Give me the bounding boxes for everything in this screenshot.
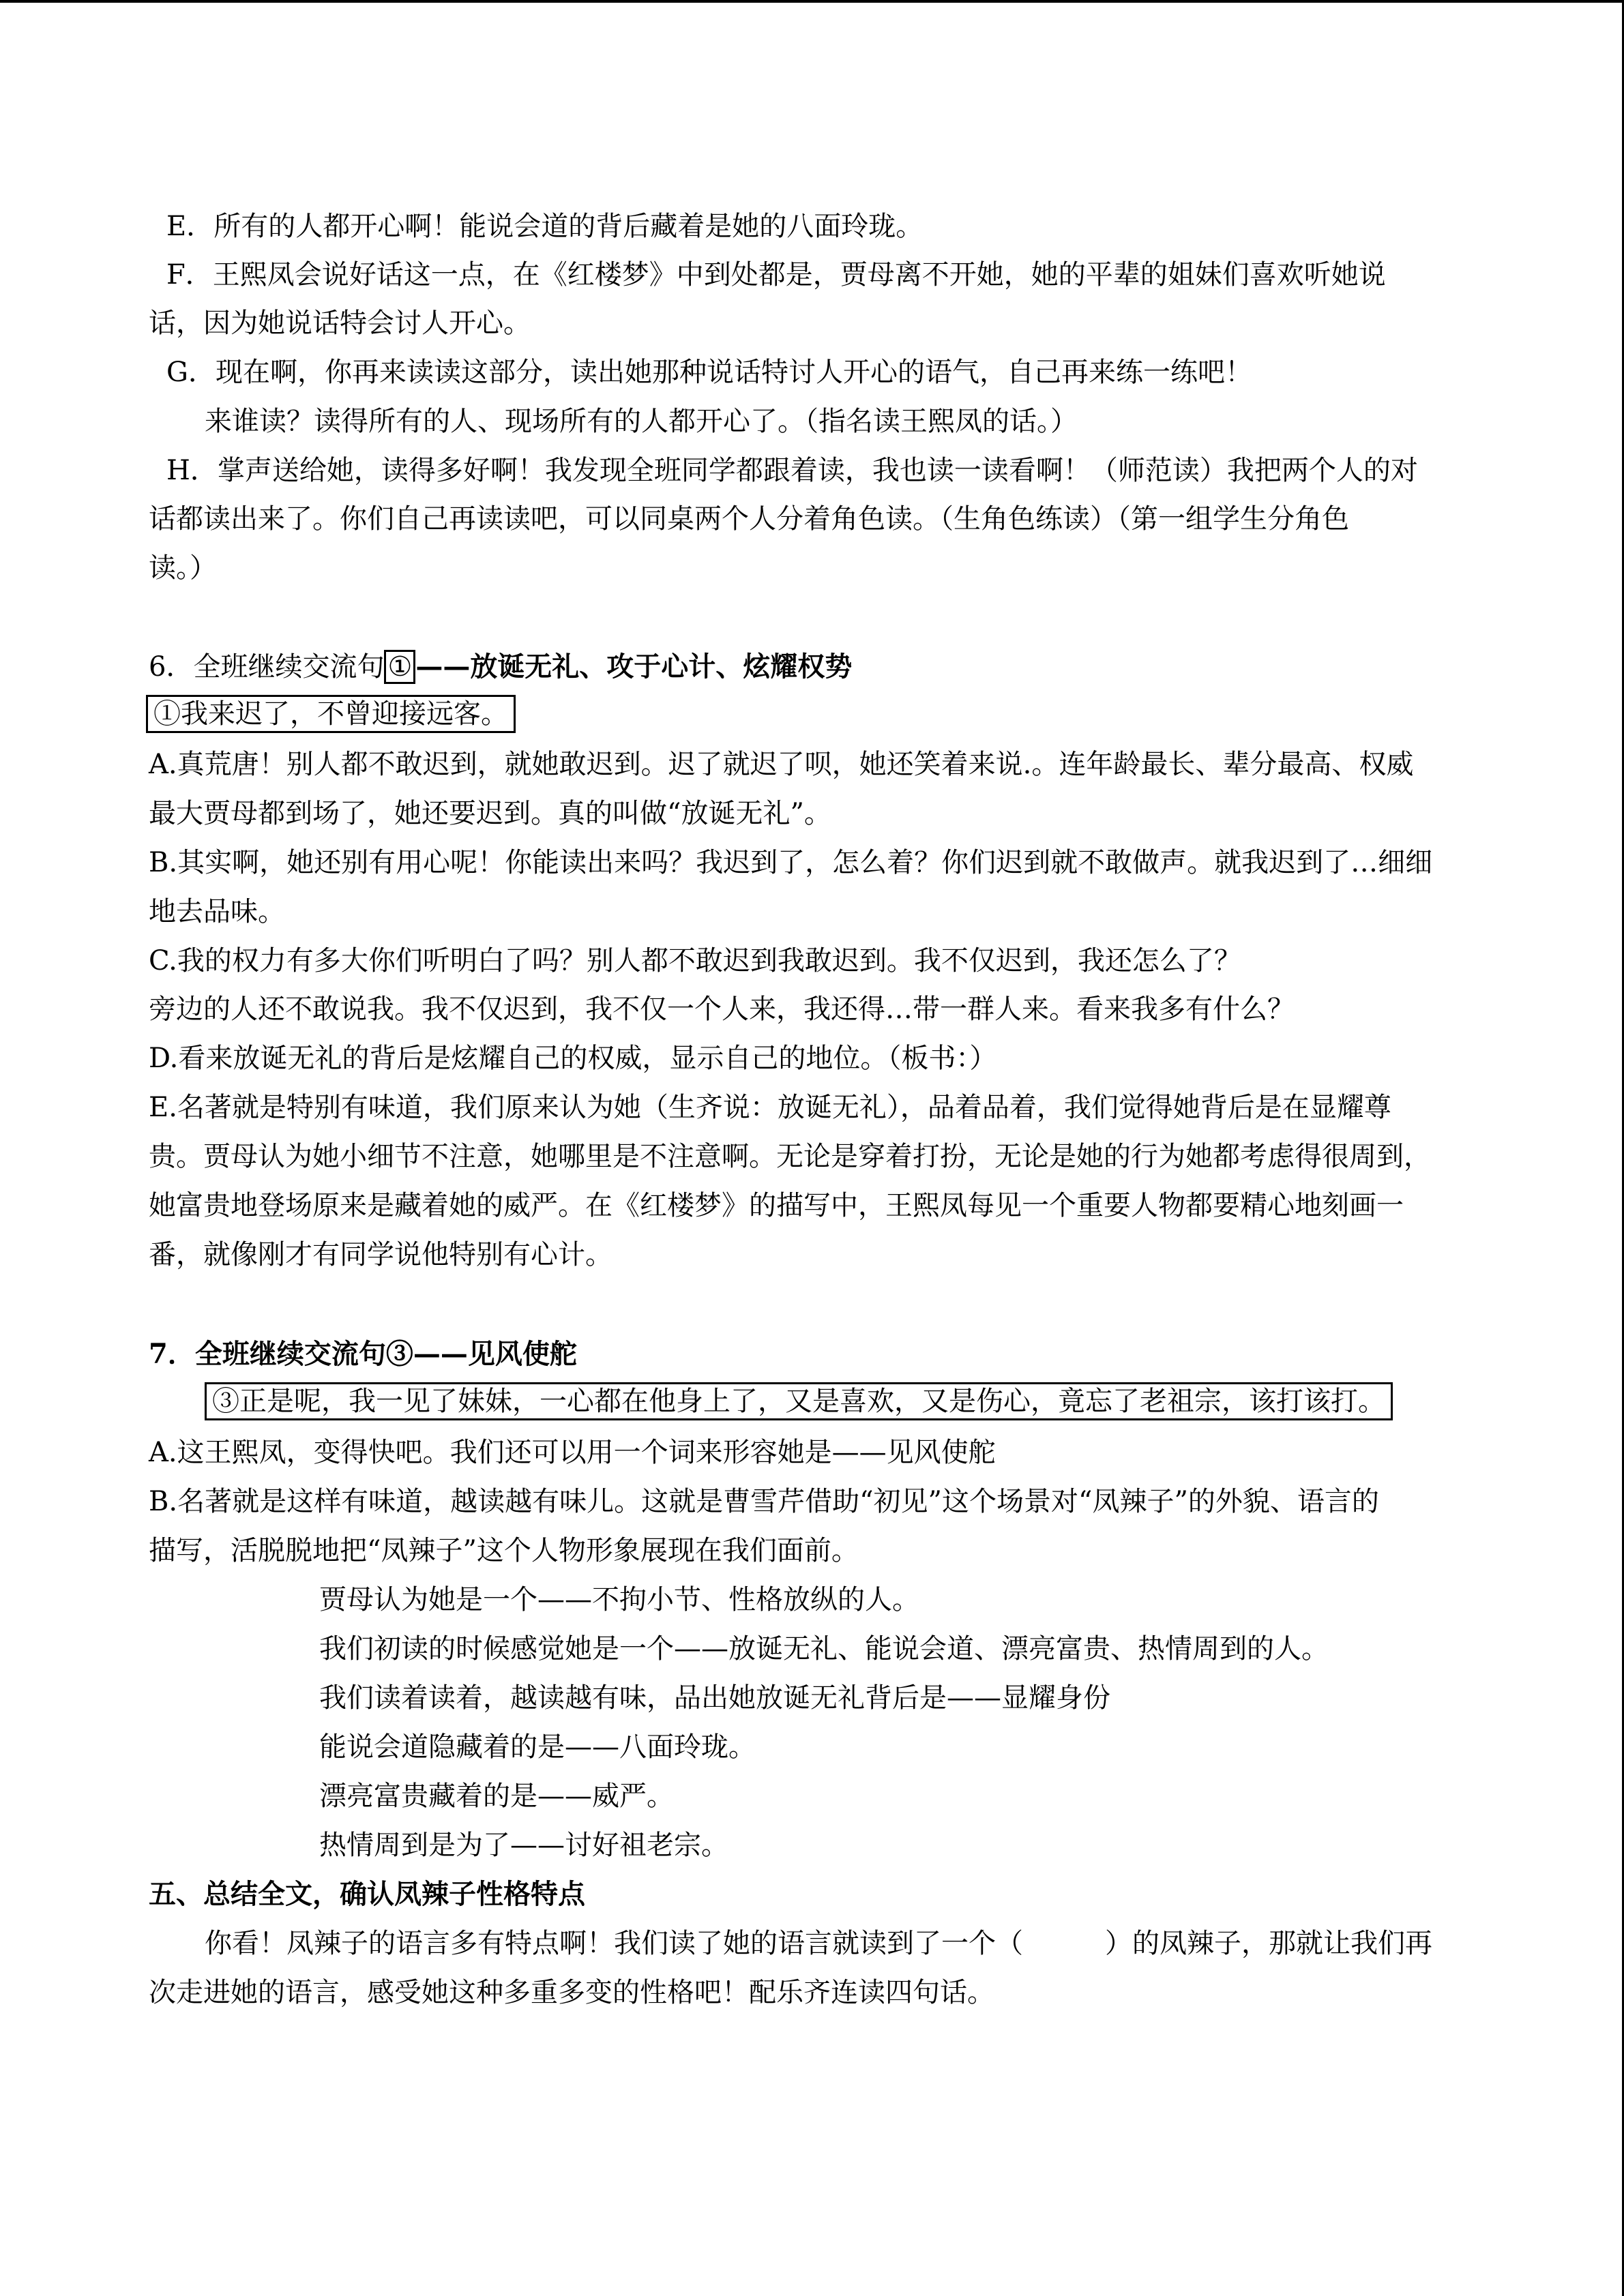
summary-line-4: 能说会道隐藏着的是——八面玲珑。 bbox=[319, 1731, 756, 1763]
section-6-heading-marker: ① bbox=[384, 650, 415, 684]
item-f-line2: 话，因为她说话特会讨人开心。 bbox=[149, 308, 531, 339]
section-7-b-line2: 描写，活脱脱地把“凤辣子”这个人物形象展现在我们面前。 bbox=[149, 1535, 859, 1566]
summary-line-6: 热情周到是为了——讨好祖老宗。 bbox=[319, 1830, 728, 1861]
item-h-line2: 话都读出来了。你们自己再读读吧，可以同桌两个人分着角色读。（生角色练读）（第一组学生分角色 bbox=[149, 503, 1349, 535]
section-6-e-line4: 番，就像刚才有同学说他特别有心计。 bbox=[149, 1239, 612, 1270]
section-7-heading: 7．全班继续交流句③——见风使舵 bbox=[149, 1338, 577, 1370]
section-7-b-line1: B.名著就是这样有味道，越读越有味儿。这就是曹雪芹借助“初见”这个场景对“凤辣子”的外貌、语言的 bbox=[149, 1486, 1379, 1517]
section-6-heading-rest: ——放诞无礼、攻于心计、炫耀权势 bbox=[415, 651, 853, 683]
part-five-heading: 五、总结全文，确认凤辣子性格特点 bbox=[149, 1878, 585, 1910]
item-g-line2: 来谁读？读得所有的人、现场所有的人都开心了。（指名读王熙凤的话。） bbox=[205, 406, 1078, 437]
section-6-heading bbox=[149, 648, 852, 686]
part-five-paragraph-line1: 你看！凤辣子的语言多有特点啊！我们读了她的语言就读到了一个（ ）的凤辣子，那就让我们再 bbox=[205, 1928, 1432, 1959]
section-6-a-line2: 最大贾母都到场了，她还要迟到。真的叫做“放诞无礼”。 bbox=[149, 798, 831, 829]
section-6-a-line1: A.真荒唐！别人都不敢迟到，就她敢迟到。迟了就迟了呗，她还笑着来说.。连年龄最长、辈分最高、权威 bbox=[149, 749, 1414, 780]
section-6-quote: ①我来迟了，不曾迎接远客。 bbox=[146, 695, 516, 733]
summary-line-3: 我们读着读着，越读越有味，品出她放诞无礼背后是——显耀身份 bbox=[319, 1682, 1110, 1714]
section-6-b-line1: B.其实啊，她还别有用心呢！你能读出来吗？我迟到了，怎么着？你们迟到就不敢做声。就我迟到了…细细 bbox=[149, 847, 1433, 878]
summary-line-1: 贾母认为她是一个——不拘小节、性格放纵的人。 bbox=[319, 1584, 919, 1615]
section-6-b-line2: 地去品味。 bbox=[149, 896, 285, 927]
item-f-line1: F．王熙凤会说好话这一点，在《红楼梦》中到处都是，贾母离不开她，她的平辈的姐妹们喜欢听她说 bbox=[166, 259, 1386, 290]
section-6-c-line1: C.我的权力有多大你们听明白了吗？别人都不敢迟到我敢迟到。我不仅迟到，我还怎么了？ bbox=[149, 945, 1241, 976]
section-6-e-line1: E.名著就是特别有味道，我们原来认为她（生齐说：放诞无礼），品着品着，我们觉得她背后是在显耀尊 bbox=[149, 1092, 1391, 1123]
summary-line-2: 我们初读的时候感觉她是一个——放诞无礼、能说会道、漂亮富贵、热情周到的人。 bbox=[319, 1633, 1329, 1665]
section-6-e-line2: 贵。贾母认为她小细节不注意，她哪里是不注意啊。无论是穿着打扮，无论是她的行为她都考虑得很周到， bbox=[149, 1141, 1431, 1172]
section-6-c-line2: 旁边的人还不敢说我。我不仅迟到，我不仅一个人来，我还得…带一群人来。看来我多有什么？ bbox=[149, 994, 1295, 1025]
section-6-heading-prefix: 6．全班继续交流句 bbox=[149, 651, 385, 683]
summary-line-5: 漂亮富贵藏着的是——威严。 bbox=[319, 1780, 674, 1812]
item-h-line1: H．掌声送给她，读得多好啊！我发现全班同学都跟着读，我也读一读看啊！（师范读）我把两个人的对 bbox=[166, 455, 1418, 486]
item-g-line1: G．现在啊，你再来读读这部分，读出她那种说话特讨人开心的语气，自己再来练一练吧！ bbox=[166, 357, 1252, 388]
item-h-line3: 读。） bbox=[149, 552, 217, 584]
section-7-quote: ③正是呢，我一见了妹妹，一心都在他身上了，又是喜欢，又是伤心，竟忘了老祖宗，该打该打。 bbox=[205, 1382, 1393, 1420]
part-five-paragraph-line2: 次走进她的语言，感受她这种多重多变的性格吧！配乐齐连读四句话。 bbox=[149, 1977, 994, 2008]
section-7-a: A.这王熙凤，变得快吧。我们还可以用一个词来形容她是——见风使舵 bbox=[149, 1437, 996, 1468]
item-e: E．所有的人都开心啊！能说会道的背后藏着是她的八面玲珑。 bbox=[166, 211, 924, 242]
section-6-e-line3: 她富贵地登场原来是藏着她的威严。在《红楼梦》的描写中，王熙凤每见一个重要人物都要精心地刻画一 bbox=[149, 1190, 1404, 1221]
section-6-d: D.看来放诞无礼的背后是炫耀自己的权威，显示自己的地位。（板书：） bbox=[149, 1043, 997, 1074]
